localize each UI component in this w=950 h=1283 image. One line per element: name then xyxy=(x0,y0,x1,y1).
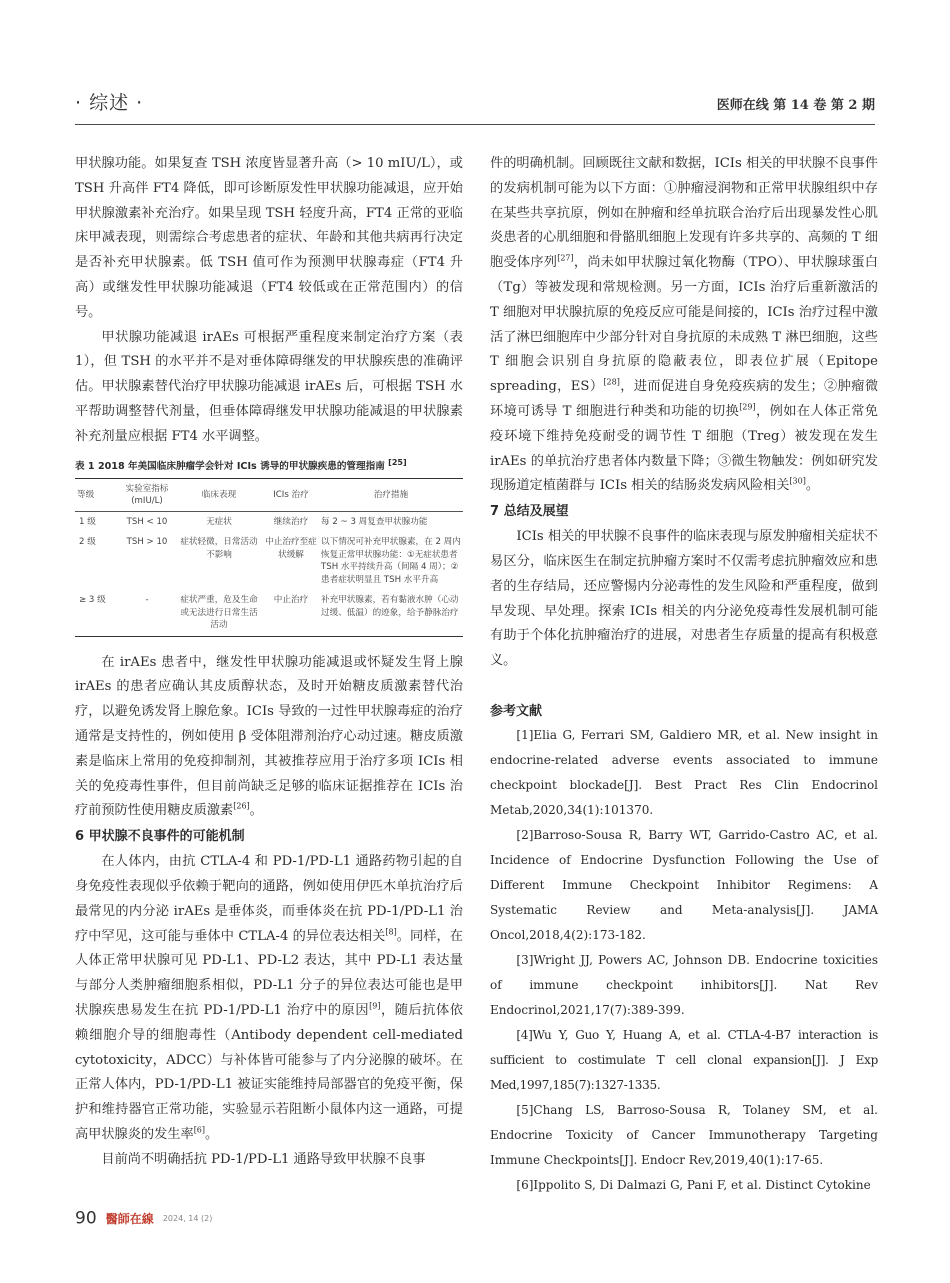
paragraph-text: 。同样，在人体正常甲状腺可见 PD-L1、PD-L2 表达，其中 PD-L1 表达量与部分人类肿瘤细胞系相似，PD-L1 分子的异位表达可能也是甲状腺疾患易发生在抗 PD-1/PD-L1 治疗中的原因 xyxy=(75,928,463,1018)
page-number: 90 xyxy=(75,1208,97,1229)
paragraph-text: 。 xyxy=(249,803,263,819)
reference-item: [3]Wright JJ, Powers AC, Johnson DB. Endocrine toxicities of immune checkpoint inhibitors[J]. Nat Rev Endocrinol,2021,17(7):389-399. xyxy=(490,952,878,1017)
table-cell: - xyxy=(119,590,175,636)
section-heading: 6 甲状腺不良事件的可能机制 xyxy=(75,829,245,845)
reference-item: [6]Ippolito S, Di Dalmazi G, Pani F, et al. Distinct Cytokine xyxy=(516,1177,871,1192)
table-cell: 中止治疗 xyxy=(263,590,319,636)
citation: [30] xyxy=(789,476,806,486)
table-cell: 无症状 xyxy=(206,516,232,527)
citation: [28] xyxy=(603,377,620,387)
citation: [26] xyxy=(233,801,250,811)
table-header: 等级 xyxy=(75,478,119,511)
right-column xyxy=(490,152,878,1198)
table-header: 临床表现 xyxy=(175,478,263,511)
table-cell: ≥ 3 级 xyxy=(75,590,119,636)
reference-item: [5]Chang LS, Barroso-Sousa R, Tolaney SM, et al. Endocrine Toxicity of Cancer Immunotherapy Targeting Immune Checkpoints[J]. Endocr Rev,2019,40(1):17-65. xyxy=(490,1102,878,1167)
table-row xyxy=(75,532,463,590)
paragraph-text: 件的明确机制。回顾既往文献和数据，ICIs 相关的甲状腺不良事件的发病机制可能为以下方面：①肿瘤浸润物和正常甲状腺组织中存在某些共享抗原，例如在肿瘤和经单抗联合治疗后出现暴发性心肌炎患者的心肌细胞和骨骼肌细胞上发现有许多共享的、高频的 T 细胞受体序列 xyxy=(490,156,878,271)
table-header-row xyxy=(75,478,463,511)
paragraph xyxy=(75,651,463,825)
citation: [29] xyxy=(739,402,756,412)
table-title xyxy=(75,458,463,472)
table-cell: 中止治疗至症状缓解 xyxy=(265,537,317,560)
paragraph-text: ，尚未如甲状腺过氧化物酶（TPO）、甲状腺球蛋白（Tg）等被发现和常规检测。另一方面，ICIs 治疗后重新激活的 T 细胞对甲状腺抗原的免疫反应可能是间接的，ICIs 治疗过程中激活了淋巴细胞库中少部分针对自身抗原的未成熟 T 淋巴细胞，这些 T 细胞会识别自身抗原的隐蔽表位，即表位扩展（Epitope spreading，ES） xyxy=(490,255,878,395)
table-cell: 症状严重，危及生命或无法进行日常生活活动 xyxy=(175,590,263,636)
citation: [25] xyxy=(388,457,407,467)
paragraph-text: 在 irAEs 患者中，继发性甲状腺功能减退或怀疑发生肾上腺 irAEs 的患者应确认其皮质醇状态，及时开始糖皮质激素替代治疗，以避免诱发肾上腺危象。ICIs 导致的一过性甲状腺毒症的治疗通常是支持性的，例如使用 β 受体阻滞剂治疗心动过速。糖皮质激素是临床上常用的免疫抑制剂，其被推荐应用于治疗多项 ICIs 相关的免疫毒性事件，但目前尚缺乏足够的临床证据推荐在 ICIs 治疗前预防性使用糖皮质激素 xyxy=(75,654,463,819)
table-cell: 补充甲状腺素，若有黏液水肿（心动过缓、低温）的迹象，给予静脉治疗 xyxy=(319,590,463,636)
paragraph-text: 。 xyxy=(805,478,820,494)
table-row xyxy=(75,590,463,636)
table-cell: 症状轻微，日常活动不影响 xyxy=(180,537,258,560)
reference-item: [1]Elia G, Ferrari SM, Galdiero MR, et al. New insight in endocrine-related adverse events associated to immune checkpoint blockade[J]. Best Pract Res Clin Endocrinol Metab,2020,34(1):101370. xyxy=(490,727,878,817)
paragraph-text: ，进而促进自身免疫疾病的发生；②肿瘤微环境可诱导 T 细胞进行种类和功能的切换 xyxy=(490,379,879,419)
citation: [8] xyxy=(385,927,397,937)
page-footer xyxy=(75,1208,212,1229)
header-rule xyxy=(75,124,875,125)
journal-info: 医师在线 第 14 卷 第 2 期 xyxy=(716,98,875,113)
paragraph: 甲状腺功能。如果复查 TSH 浓度皆显著升高（> 10 mIU/L），或 TSH 升高伴 FT4 降低，即可诊断原发性甲状腺功能减退，应开始甲状腺激素补充治疗。如果呈现 TSH 轻度升高，FT4 正常的亚临床甲减表现，则需综合考虑患者的症状、年龄和其他共病再行决定是否补充甲状腺素。低 TSH 值可作为预测甲状腺毒症（FT4 升高）或继发性甲状腺功能减退（FT4 较低或在正常范围内）的信号。 xyxy=(75,156,463,320)
paragraph xyxy=(75,850,463,1148)
table-cell: 以下情况可补充甲状腺素，在 2 周内恢复正常甲状腺功能：①无症状患者 TSH 水平持续升高（间隔 4 周）；②患者症状明显且 TSH 水平升高 xyxy=(321,537,461,585)
paragraph-text: 在人体内，由抗 CTLA-4 和 PD-1/PD-L1 通路药物引起的自身免疫性表现似乎依赖于靶向的通路，例如使用伊匹木单抗治疗后最常见的内分泌 irAEs 是垂体炎，而垂体炎在抗 PD-1/PD-L1 治疗中罕见，这可能与垂体中 CTLA-4 的异位表达相关 xyxy=(75,854,463,944)
section-heading: 7 总结及展望 xyxy=(490,504,569,520)
table-header: 实验室指标 (mIU/L) xyxy=(119,478,175,511)
left-column xyxy=(75,152,463,1173)
references-heading: 参考文献 xyxy=(490,703,543,719)
guideline-table xyxy=(75,478,463,637)
paragraph-text: ，随后抗体依赖细胞介导的细胞毒性（Antibody dependent cell-mediated cytotoxicity，ADCC）与补体皆可能参与了内分泌腺的破坏。在正常人体内，PD-1/PD-L1 被证实能维持局部器官的免疫平衡，保护和维持器官正常功能，实验显示若阻断小鼠体内这一通路，可提高甲状腺炎的发生率 xyxy=(75,1002,463,1142)
paragraph-text: ，例如在人体正常免疫环境下维持免疫耐受的调节性 T 细胞（Treg）被发现在发生 irAEs 的单抗治疗患者体内数量下降；③微生物触发：例如研究发现肠道定植菌群与 ICIs 相关的结肠炎发病风险相关 xyxy=(490,403,878,494)
paragraph: 目前尚不明确括抗 PD-1/PD-L1 通路导致甲状腺不良事 xyxy=(101,1151,426,1167)
issue-label: 2024, 14 (2) xyxy=(162,1214,213,1223)
table-cell: TSH < 10 xyxy=(126,516,168,527)
citation: [9] xyxy=(369,1001,381,1011)
reference-item: [2]Barroso-Sousa R, Barry WT, Garrido-Castro AC, et al. Incidence of Endocrine Dysfunction Following the Use of Different Immune Checkpoint Inhibitor Regimens: A Systematic Review and Meta-analysis[J]. JAMA Oncol,2018,4(2):173-182. xyxy=(490,827,878,942)
reference-list xyxy=(490,723,878,1198)
table-header: ICIs 治疗 xyxy=(263,478,319,511)
reference-item: [4]Wu Y, Guo Y, Huang A, et al. CTLA-4-B7 interaction is sufficient to costimulate T cell clonal expansion[J]. J Exp Med,1997,185(7):1327-1335. xyxy=(490,1027,878,1092)
paragraph-text: 。 xyxy=(205,1126,219,1142)
table-cell: 每 2 ~ 3 周复查甲状腺功能 xyxy=(321,516,428,527)
table-title-text: 表 1 2018 年美国临床肿瘤学会针对 ICIs 诱导的甲状腺疾患的管理指南 xyxy=(75,460,385,472)
table-row xyxy=(75,511,463,532)
table-cell: 继续治疗 xyxy=(273,516,309,527)
paragraph: ICIs 相关的甲状腺不良事件的临床表现与原发肿瘤相关症状不易区分，临床医生在制定抗肿瘤方案时不仅需考虑抗肿瘤效应和患者的生存结局，还应警惕内分泌毒性的发生风险和严重程度，做到早发现、早处理。探索 ICIs 相关的内分泌免疫毒性发展机制可能有助于个体化抗肿瘤治疗的进展，对患者生存质量的提高有积极意义。 xyxy=(490,529,878,669)
table-cell: 1 级 xyxy=(79,516,96,527)
table-header: 治疗措施 xyxy=(319,478,463,511)
table-cell: TSH > 10 xyxy=(126,537,168,548)
paragraph: 甲状腺功能减退 irAEs 可根据严重程度来制定治疗方案（表 1），但 TSH 的水平并不是对垂体障碍继发的甲状腺疾患的准确评估。甲状腺素替代治疗甲状腺功能减退 irAEs 后，可根据 TSH 水平帮助调整替代剂量，但垂体障碍继发甲状腺功能减退的甲状腺素补充剂量应根据 FT4 水平调整。 xyxy=(75,329,463,444)
citation: [6] xyxy=(193,1125,206,1135)
table-cell: 2 级 xyxy=(79,537,96,548)
citation: [27] xyxy=(557,253,574,263)
section-label: · 综述 · xyxy=(75,92,144,114)
journal-logo: 醫師在線 xyxy=(105,1212,154,1226)
paragraph xyxy=(490,152,878,499)
